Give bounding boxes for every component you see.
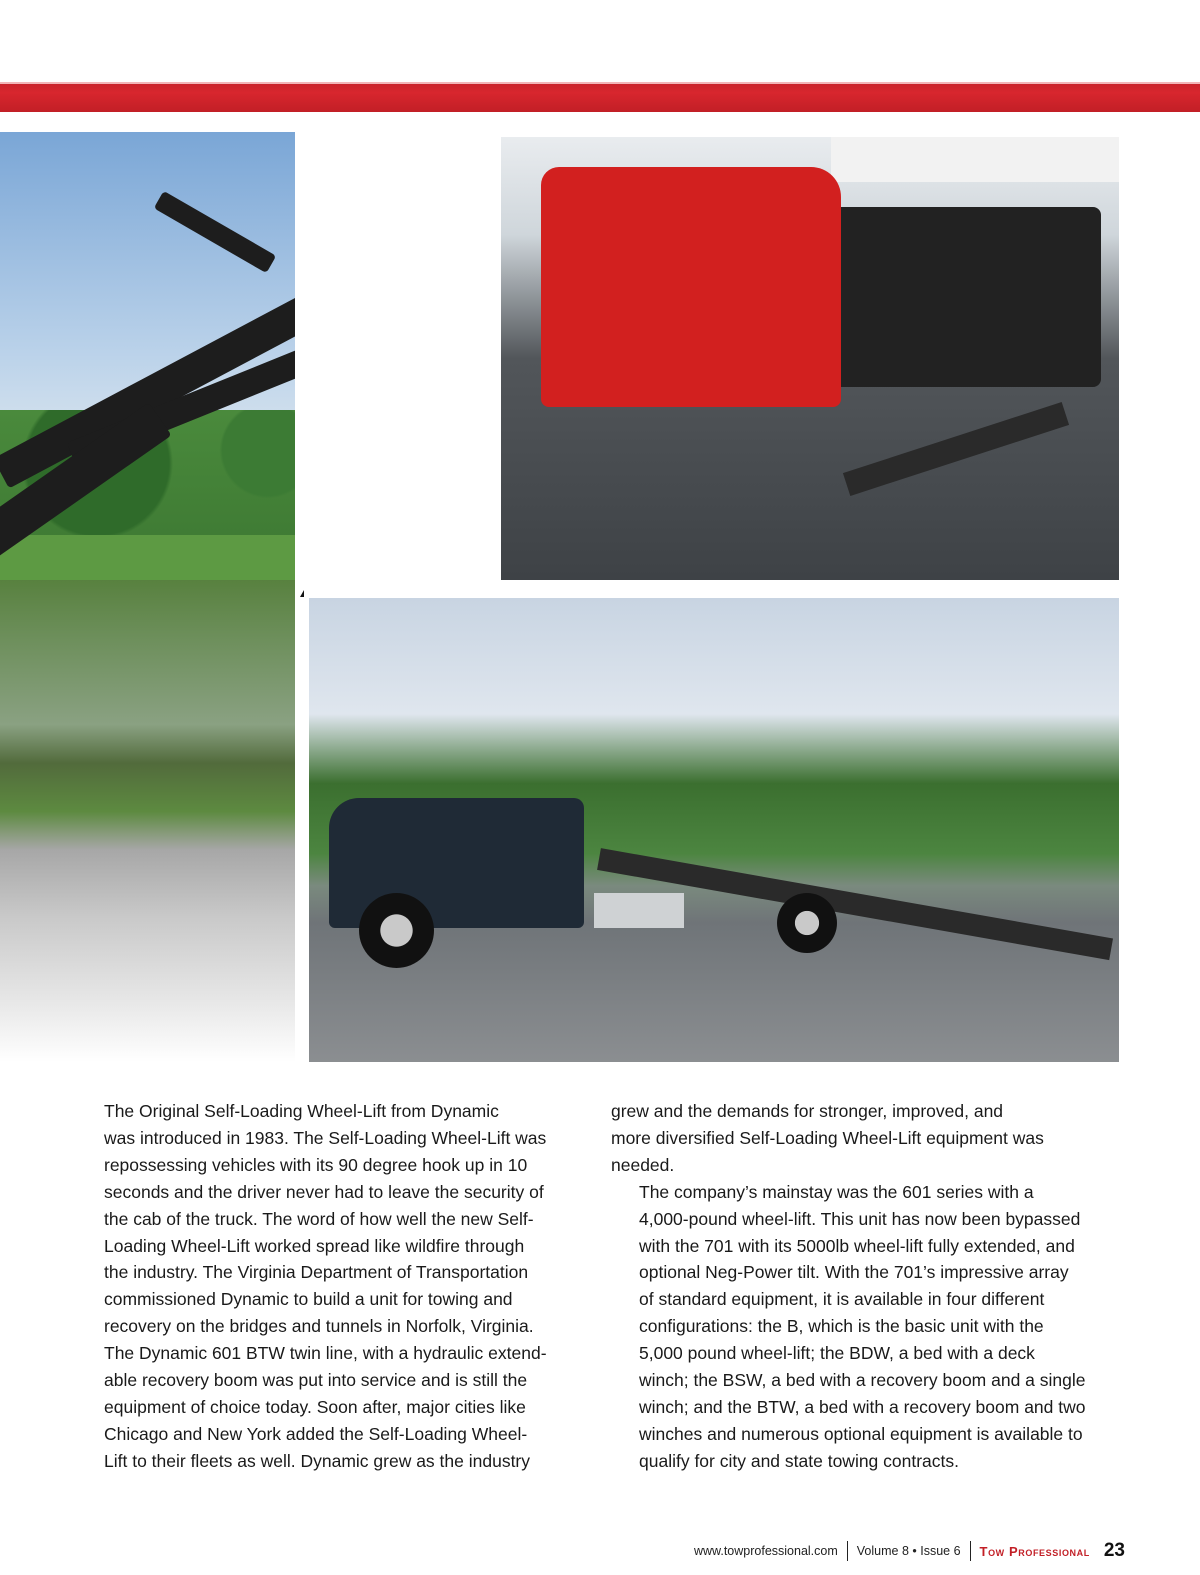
article-paragraph-1-continued [611, 1098, 1126, 1179]
text-line: equipment of choice today. Soon after, major cities like [104, 1396, 526, 1417]
text-line: repossessing vehicles with its 90 degree hook up in 10 [104, 1154, 528, 1175]
text-line: 5,000 pound wheel-lift; the BDW, a bed with a deck [639, 1343, 1035, 1364]
text-line: with the 701 with its 5000lb wheel-lift fully extended, and [639, 1235, 1075, 1256]
text-line: the industry. The Virginia Department of Transportation [104, 1262, 529, 1283]
photo-lake-road-section [0, 580, 295, 1062]
text-line: more diversified Self-Loading Wheel-Lift equipment was [611, 1127, 1044, 1148]
article-right-column [611, 1098, 1126, 1475]
footer-volume-issue: Volume 8 • Issue 6 [856, 1544, 961, 1558]
page-number: 23 [1103, 1540, 1125, 1561]
dynamic-wrecker-red-truck-photo [501, 137, 1119, 580]
text-line: winch; the BSW, a bed with a recovery boom and a single [639, 1370, 1086, 1391]
article-paragraph-1 [76, 1098, 581, 1475]
text-line: the cab of the truck. The word of how well the new Self- [104, 1208, 534, 1229]
text-line: commissioned Dynamic to build a unit for towing and [104, 1289, 513, 1310]
photo-corner-marker [300, 590, 304, 597]
text-line: Lift to their fleets as well. Dynamic grew as the industry [104, 1450, 531, 1471]
text-line: configurations: the B, which is the basic unit with the [639, 1316, 1044, 1337]
text-line: The Dynamic 601 BTW twin line, with a hydraulic extend- [104, 1343, 547, 1364]
text-line: seconds and the driver never had to leave the security of [104, 1181, 544, 1202]
text-line: 4,000-pound wheel-lift. This unit has now been bypassed [639, 1208, 1081, 1229]
text-line: The company’s mainstay was the 601 series with a [639, 1181, 1034, 1202]
article-left-column [76, 1098, 581, 1475]
header-red-bar [0, 82, 1200, 112]
rollback-carrier-truck-photo [309, 598, 1119, 1062]
text-line: recovery on the bridges and tunnels in Norfolk, Virginia. [104, 1316, 534, 1337]
page-footer [600, 1537, 1125, 1565]
footer-url[interactable]: www.towprofessional.com [693, 1544, 838, 1558]
footer-divider [847, 1541, 848, 1561]
text-line: needed. [611, 1154, 675, 1175]
text-line: of standard equipment, it is available in four different [639, 1289, 1045, 1310]
text-line: able recovery boom was put into service and is still the [104, 1370, 528, 1391]
wheel-lift-boom-photo [0, 132, 295, 1062]
photo-sky-section [0, 132, 295, 580]
text-line: Loading Wheel-Lift worked spread like wildfire through [104, 1235, 525, 1256]
text-line: optional Neg-Power tilt. With the 701’s impressive array [639, 1262, 1069, 1283]
text-line: The Original Self-Loading Wheel-Lift from Dynamic [104, 1101, 499, 1121]
text-line: winch; and the BTW, a bed with a recovery boom and two [639, 1396, 1086, 1417]
text-line: winches and numerous optional equipment is available to [639, 1423, 1083, 1444]
text-line: was introduced in 1983. The Self-Loading Wheel-Lift was [104, 1127, 547, 1148]
footer-divider [970, 1541, 971, 1561]
text-line: qualify for city and state towing contracts. [639, 1450, 960, 1471]
footer-brand: Tow Professional [979, 1543, 1090, 1559]
text-line: grew and the demands for stronger, improved, and [611, 1101, 1004, 1121]
article-paragraph-2 [611, 1179, 1126, 1475]
text-line: Chicago and New York added the Self-Loading Wheel- [104, 1423, 528, 1444]
